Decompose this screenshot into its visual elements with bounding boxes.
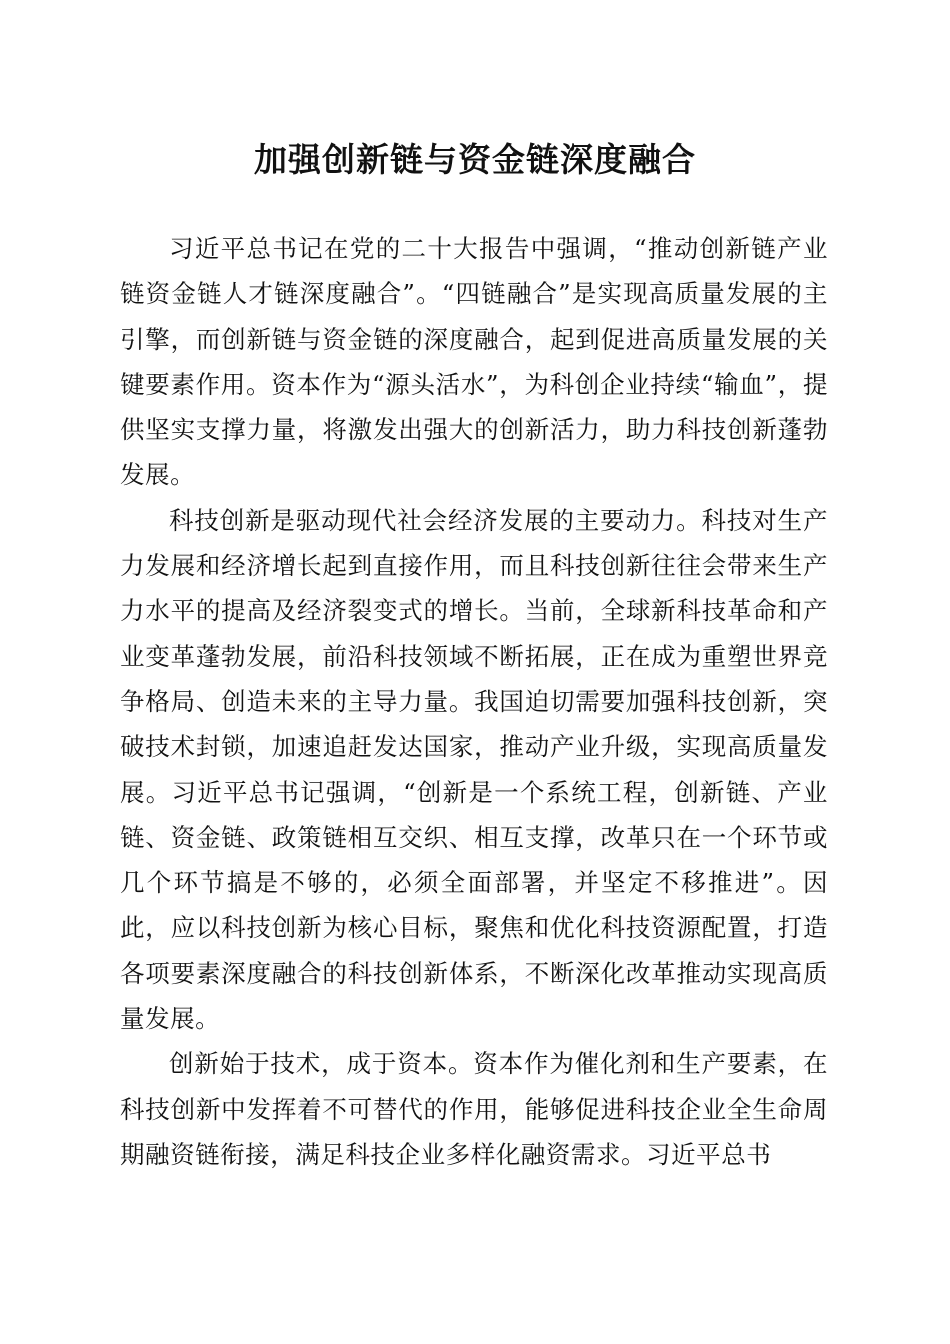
paragraph-2: 科技创新是驱动现代社会经济发展的主要动力。科技对生产力发展和经济增长起到直接作用，而且科技创新往往会带来生产力水平的提高及经济裂变式的增长。当前，全球新科技革命和产业变革蓬勃发展，前沿科技领域不断拓展，正在成为重塑世界竞争格局、创造未来的主导力量。我国迫切需要加强科技创新，突破技术封锁，加速追赶发达国家，推动产业升级，实现高质量发展。习近平总书记强调，“创新是一个系统工程，创新链、产业链、资金链、政策链相互交织、相互支撑，改革只在一个环节或几个环节搞是不够的，必须全面部署，并坚定不移推进”。因此，应以科技创新为核心目标，聚焦和优化科技资源配置，打造各项要素深度融合的科技创新体系，不断深化改革推动实现高质量发展。 — [120, 505, 828, 1034]
document-body — [120, 226, 828, 1177]
paragraph-3: 创新始于技术，成于资本。资本作为催化剂和生产要素，在科技创新中发挥着不可替代的作用，能够促进科技企业全生命周期融资链衔接，满足科技企业多样化融资需求。习近平总书 — [120, 1049, 828, 1169]
document-title: 加强创新链与资金链深度融合 — [254, 140, 696, 179]
paragraph-1: 习近平总书记在党的二十大报告中强调，“推动创新链产业链资金链人才链深度融合”。“四链融合”是实现高质量发展的主引擎，而创新链与资金链的深度融合，起到促进高质量发展的关键要素作用。资本作为“源头活水”，为科创企业持续“输血”，提供坚实支撑力量，将激发出强大的创新活力，助力科技创新蓬勃发展。 — [120, 234, 828, 490]
